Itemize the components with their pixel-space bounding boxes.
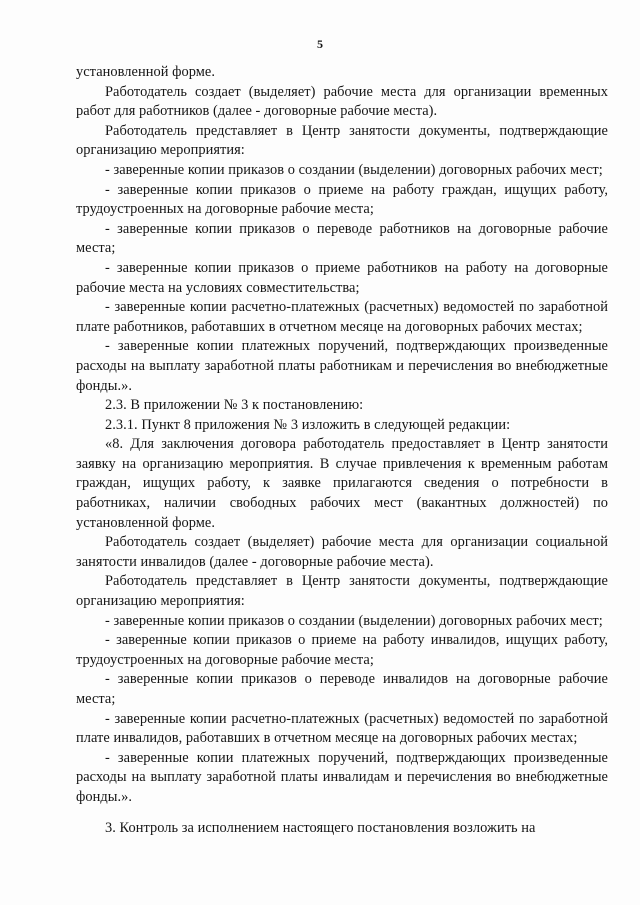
document-body — [76, 63, 608, 838]
list-item: - заверенные копии расчетно-платежных (расчетных) ведомостей по заработной плате работников, работавших в отчетном месяце на договорных рабочих местах; — [76, 299, 608, 335]
list-item: - заверенные копии приказов о приеме на работу граждан, ищущих работу, трудоустроенных на договорные рабочие места; — [76, 181, 608, 218]
list-item: - заверенные копии платежных поручений, подтверждающих произведенные расходы на выплату заработной платы инвалидам и перечисления во внебюджетные фонды.». — [76, 749, 608, 805]
list-item: - заверенные копии приказов о переводе работников на договорные рабочие места; — [76, 220, 608, 257]
paragraph: Работодатель создает (выделяет) рабочие места для организации социальной занятости инвалидов (далее - договорные рабочие места). — [76, 534, 608, 570]
list-item: - заверенные копии расчетно-платежных (расчетных) ведомостей по заработной плате инвалидов, работавших в отчетном месяце на договорных рабочих местах; — [76, 710, 608, 747]
paragraph: Работодатель создает (выделяет) рабочие места для организации временных работ для работников (далее - договорные рабочие места). — [76, 83, 608, 120]
list-item: - заверенные копии приказов о создании (выделении) договорных рабочих мест; — [105, 161, 603, 178]
list-item: - заверенные копии приказов о создании (выделении) договорных рабочих мест; — [105, 612, 603, 629]
list-item: - заверенные копии платежных поручений, подтверждающих произведенные расходы на выплату заработной платы работникам и перечисления во внебюджетные фонды.». — [76, 338, 608, 394]
paragraph: Работодатель представляет в Центр занятости документы, подтверждающие организацию мероприятия: — [76, 122, 608, 159]
paragraph: Работодатель представляет в Центр занятости документы, подтверждающие организацию мероприятия: — [76, 573, 608, 610]
list-item: - заверенные копии приказов о приеме работников на работу на договорные рабочие места на условиях совместительства; — [76, 259, 608, 296]
section-heading: 2.3. В приложении № 3 к постановлению: — [105, 397, 364, 414]
paragraph: установленной форме. — [76, 64, 215, 80]
paragraph: 2.3.1. Пункт 8 приложения № 3 изложить в следующей редакции: — [105, 416, 511, 433]
page-number: 5 — [317, 37, 323, 51]
paragraph: «8. Для заключения договора работодатель предоставляет в Центр занятости заявку на организацию мероприятия. В случае привлечения к временным работам граждан, ищущих работу, к заявке прилагаются сведения о потребности в работниках, наличии свободных рабочих мест (вакантных должностей) по установленной форме. — [76, 436, 608, 531]
paragraph: 3. Контроль за исполнением настоящего постановления возложить на — [105, 819, 536, 836]
list-item: - заверенные копии приказов о переводе инвалидов на договорные рабочие места; — [76, 671, 608, 707]
list-item: - заверенные копии приказов о приеме на работу инвалидов, ищущих работу, трудоустроенных на договорные рабочие места; — [76, 632, 608, 668]
